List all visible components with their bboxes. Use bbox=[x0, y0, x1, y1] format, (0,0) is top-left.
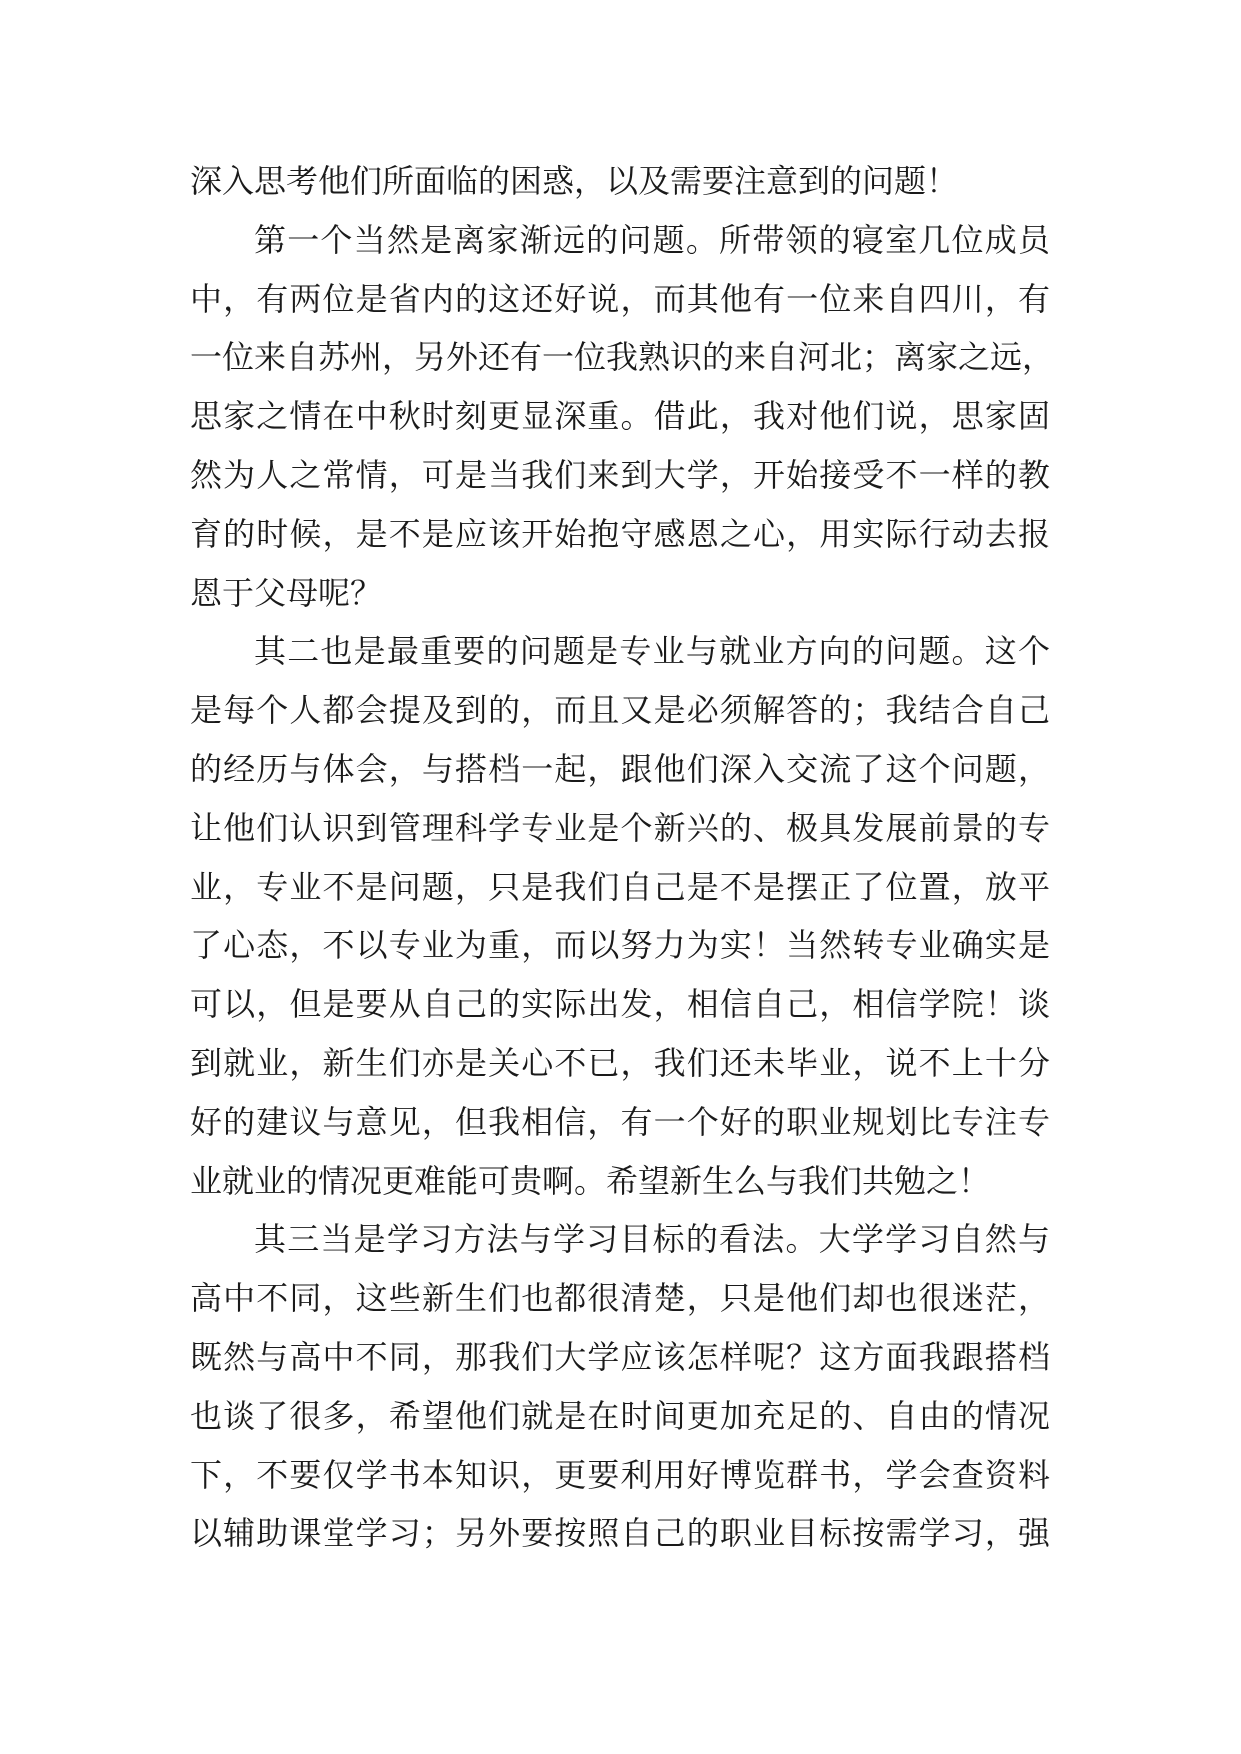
paragraph-first-line: 其三当是学习方法与学习目标的看法。大学学习自然与 bbox=[254, 1220, 1050, 1259]
text-line: 下，不要仅学书本知识，更要利用好博览群书，学会查资料 bbox=[190, 1455, 1050, 1494]
text-line: 恩于父母呢？ bbox=[190, 573, 383, 612]
text-line: 既然与高中不同，那我们大学应该怎样呢？这方面我跟搭档 bbox=[190, 1337, 1050, 1376]
text-line: 高中不同，这些新生们也都很清楚，只是他们却也很迷茫， bbox=[190, 1279, 1050, 1318]
text-line: 到就业，新生们亦是关心不已，我们还未毕业，说不上十分 bbox=[190, 1043, 1050, 1082]
text-line: 是每个人都会提及到的，而且又是必须解答的；我结合自己 bbox=[190, 691, 1050, 730]
text-line: 中，有两位是省内的这还好说，而其他有一位来自四川，有 bbox=[190, 279, 1050, 318]
text-line: 也谈了很多，希望他们就是在时间更加充足的、自由的情况 bbox=[190, 1396, 1050, 1435]
text-line: 思家之情在中秋时刻更显深重。借此，我对他们说，思家固 bbox=[190, 397, 1050, 436]
text-line: 好的建议与意见，但我相信，有一个好的职业规划比专注专 bbox=[190, 1102, 1050, 1141]
text-line: 深入思考他们所面临的困惑，以及需要注意到的问题！ bbox=[190, 162, 959, 200]
text-line: 一位来自苏州，另外还有一位我熟识的来自河北；离家之远， bbox=[190, 338, 1055, 377]
text-line: 了心态，不以专业为重，而以努力为实！当然转专业确实是 bbox=[190, 926, 1050, 965]
text-line: 业，专业不是问题，只是我们自己是不是摆正了位置，放平 bbox=[190, 867, 1050, 906]
text-line: 育的时候，是不是应该开始抱守感恩之心，用实际行动去报 bbox=[190, 514, 1050, 553]
paragraph-first-line: 其二也是最重要的问题是专业与就业方向的问题。这个 bbox=[254, 632, 1050, 671]
text-line: 让他们认识到管理科学专业是个新兴的、极具发展前景的专 bbox=[190, 808, 1050, 847]
text-line: 可以，但是要从自己的实际出发，相信自己，相信学院！谈 bbox=[190, 985, 1050, 1024]
document-body bbox=[190, 152, 1055, 1563]
paragraph-first-line: 第一个当然是离家渐远的问题。所带领的寝室几位成员 bbox=[254, 220, 1050, 259]
text-line: 以辅助课堂学习；另外要按照自己的职业目标按需学习，强 bbox=[190, 1514, 1050, 1553]
text-line: 然为人之常情，可是当我们来到大学，开始接受不一样的教 bbox=[190, 455, 1050, 494]
text-line: 的经历与体会，与搭档一起，跟他们深入交流了这个问题， bbox=[190, 749, 1050, 788]
text-line: 业就业的情况更难能可贵啊。希望新生么与我们共勉之！ bbox=[190, 1161, 991, 1200]
